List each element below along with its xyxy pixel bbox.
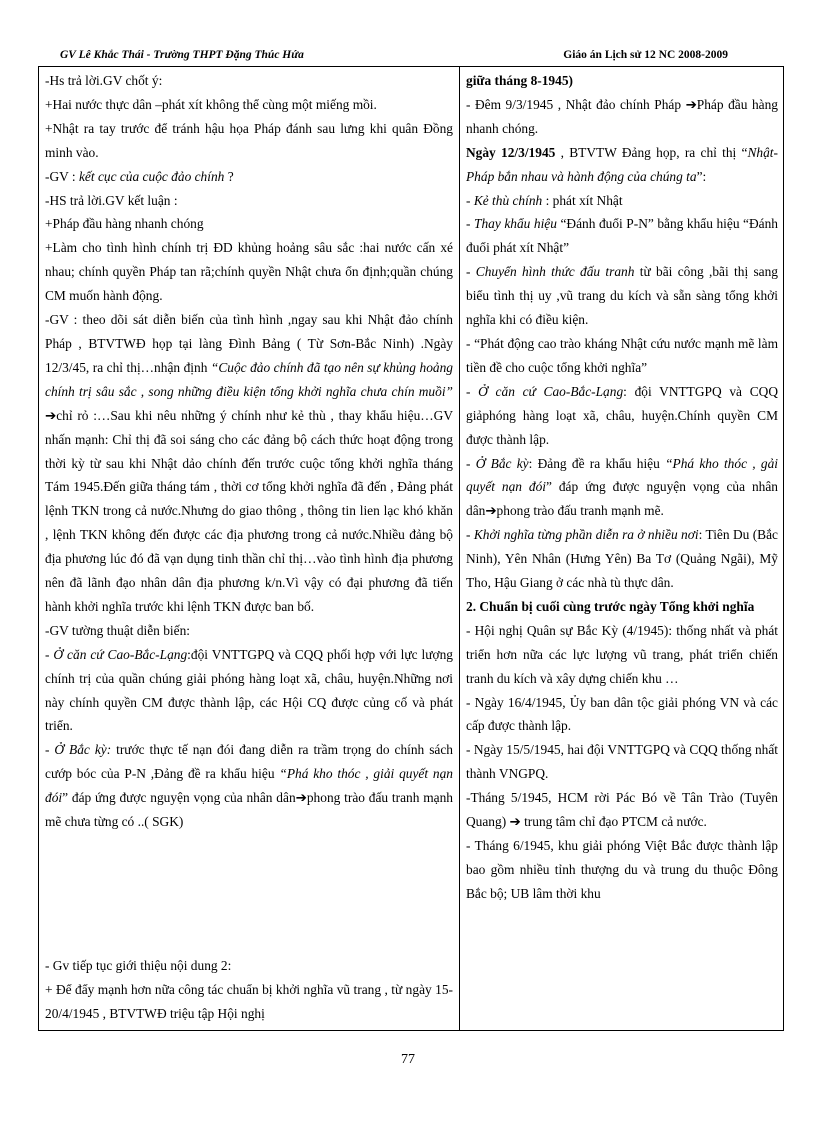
left-para-4-question: kết cục của cuộc đảo chính — [78, 168, 225, 184]
right-para-6-label: Chuyển hình thức đấu tranh — [475, 264, 635, 280]
left-para-7: +Làm cho tình hình chính trị ĐD khủng hoảng sâu sắc :hai nước cấn xé nhau; chính quyền Pháp tan rã;chính quyền Nhật chưa ổn định;quần chúng CM muốn hành động. — [45, 240, 453, 304]
column-divider — [459, 67, 460, 1030]
left-para-4 — [45, 165, 453, 189]
left-para-13: + Để đẩy mạnh hơn nữa công tác chuẩn bị khởi nghĩa vũ trang , từ ngày 15-20/4/1945 , BTVTWĐ triệu tập Hội nghị — [45, 981, 453, 1021]
right-para-3-date: Ngày 12/3/1945 — [466, 144, 556, 160]
header-author: GV Lê Khắc Thái - Trường THPT Đặng Thúc Hứa — [60, 49, 304, 61]
right-para-15: -Tháng 5/1945, HCM rời Pác Bó về Tân Trào (Tuyên Quang) ➔ trung tâm chỉ đạo PTCM cả nước. — [466, 790, 778, 830]
page-number: 77 — [401, 1052, 415, 1067]
right-para-9 — [466, 452, 778, 524]
header-course: Giáo án Lịch sử 12 NC 2008-2009 — [563, 49, 728, 61]
right-para-9-slogan: “Phá kho thóc , gải quyết nạn đói — [466, 455, 778, 495]
right-para-5-dash: - — [466, 216, 474, 232]
right-para-4-rest: : phát xít Nhật — [542, 192, 623, 208]
right-para-8-label: Ở căn cứ Cao-Bắc-Lạng — [478, 383, 624, 399]
right-para-14: - Ngày 15/5/1945, hai đội VNTTGPQ và CQQ thống nhất thành VNGPQ. — [466, 742, 778, 782]
left-para-10-place: Ở căn cứ Cao-Bắc-Lạng — [53, 646, 188, 662]
right-para-2: - Đêm 9/3/1945 , Nhật đảo chính Pháp ➔Pháp đầu hàng nhanh chóng. — [466, 96, 778, 136]
right-para-3-directive: Nhật-Pháp bắn nhau và hành động của chúng ta — [466, 144, 778, 184]
left-para-11 — [45, 738, 453, 834]
left-para-9: -GV tường thuật diễn biến: — [45, 622, 191, 638]
left-para-8-quote: “Cuộc đảo chính đã tạo nên sự khủng hoảng chính trị sâu sắc , song những điều kiện tổng khởi nghĩa chưa chín muồi” — [45, 359, 453, 399]
left-para-8-rest: ➔chỉ rỏ :…Sau khi nêu những ý chính như kẻ thù , thay khẩu hiệu…GV nhấn mạnh: Chỉ thị đã soi sáng cho các đảng bộ cách thức hoạt động trong thời kỳ từ sau khi Nhật dảo chính đến trước cuộc tổng khởi nghĩa tháng Tám 1945.Đến giữa tháng tám , thời cơ tổng khởi nghĩa đã đến , Đảng phát lệnh TKN trong cả nước.Nhưng do giao thông , thông tin lien lạc khó khăn , lệnh TKN không đến được các địa phương trong cả nước.Nhiều đảng bộ địa phương lúc đó đã vạn dụng tinh thần chỉ thị…vào tình hình địa phương nên đã lãnh đạo nhân dân địa phương k/n.Vì vậy có đại phương đã tiến hành khởi nghĩa trước khi lệnh TKN được ban bố. — [45, 407, 453, 614]
right-para-4-label: Kẻ thù chính — [473, 192, 543, 208]
content-column — [466, 69, 778, 906]
page-header — [38, 49, 800, 65]
right-para-7: - “Phát động cao trào kháng Nhật cứu nước mạnh mẽ làm tiền đề cho cuộc tổng khởi nghĩa” — [466, 335, 778, 375]
left-para-4-text: -GV : — [45, 168, 79, 184]
right-para-10-dash: - — [466, 527, 474, 543]
right-para-10-rest: : Tiên Du (Bắc Ninh), Yên Nhân (Hưng Yên) Ba Tơ (Quảng Ngãi), Mỹ Tho, Hậu Giang ở các nhà tù thực dân. — [466, 527, 778, 591]
left-para-10-rest: :đội VNTTGPQ và CQQ phối hợp với lực lượng chính trị của quần chúng giải phóng hàng loạt xã, châu, huyện.Những nơi này chính quyền CM được thành lập, các Hội CQ được củng cố và phát triển. — [45, 646, 453, 734]
right-para-6-dash: - — [466, 264, 476, 280]
left-para-6: +Pháp đầu hàng nhanh chóng — [45, 216, 204, 232]
left-para-4-end: ? — [224, 168, 234, 184]
two-column-table — [38, 66, 784, 1031]
right-para-10 — [466, 523, 778, 595]
right-para-5 — [466, 212, 778, 260]
right-para-9-text: : Đảng đề ra khẩu hiệu — [528, 455, 666, 471]
left-para-8-text: -GV : theo dõi sát diễn biến của tình hình ,ngay sau khi Nhật đảo chính Pháp , BTVTWĐ họp tại làng Đình Bảng ( Từ Sơn-Bắc Ninh) .Ngày 12/3/45, ra chỉ thị…nhận định — [45, 312, 453, 375]
left-para-11-place: Ở Bắc kỳ: — [54, 742, 112, 758]
left-para-11-dash: - — [45, 742, 55, 758]
teacher-activities-column — [45, 69, 453, 1026]
left-para-2: +Hai nước thực dân –phát xít không thể cùng một miếng mồi. — [45, 96, 377, 112]
right-para-6-rest: từ bãi công ,bãi thị sang biểu tình thị uy ,vũ trang du kích và sẵn sàng tổng khởi nghĩa khi có điều kiện. — [466, 264, 779, 328]
left-para-11-text: trước thực tế nạn đói đang diễn ra trầm trọng do chính sách cướp bóc của P-N ,Đảng đề ra khẩu hiệu — [45, 742, 453, 782]
right-para-9-label: - Ở Bắc kỳ — [466, 455, 529, 471]
left-spacer — [45, 834, 453, 954]
right-para-8 — [466, 380, 778, 452]
left-para-5: -HS trả lời.GV kết luận : — [45, 192, 178, 208]
right-para-5-rest: “Đánh đuổi P-N” bằng khẩu hiệu “Đánh đuổi phát xít Nhật” — [466, 216, 778, 256]
left-para-8 — [45, 308, 453, 619]
right-para-16: - Tháng 6/1945, khu giải phóng Việt Bắc được thành lập bao gồm nhiều tỉnh thượng du và trung du thuộc Đông Bắc bộ; UB lâm thời khu — [466, 838, 778, 901]
right-para-10-label: Khởi nghĩa từng phần diễn ra ở nhiều nơi — [473, 527, 699, 543]
section-heading-2: 2. Chuẩn bị cuối cùng trước ngày Tổng khởi nghĩa — [466, 598, 755, 614]
right-para-3 — [466, 141, 778, 189]
right-para-4 — [466, 189, 778, 213]
left-para-1: -Hs trả lời.GV chốt ý: — [45, 73, 163, 88]
left-para-12: - Gv tiếp tục giới thiệu nội dung 2: — [45, 958, 232, 973]
right-para-3-text: , BTVTW Đảng họp, ra chỉ thị “ — [555, 144, 748, 160]
right-para-5-label: Thay khẩu hiệu — [474, 216, 557, 232]
left-para-10 — [45, 643, 453, 739]
left-para-10-dash: - — [45, 646, 54, 662]
right-para-6 — [466, 260, 778, 332]
right-para-8-dash: - — [466, 383, 479, 399]
right-para-1: giữa tháng 8-1945) — [466, 73, 573, 88]
right-para-4-dash: - — [466, 192, 474, 208]
right-para-3-end: ”: — [696, 168, 707, 184]
right-para-9-rest: ” đáp ứng được nguyện vọng của nhân dân➔phong trào đấu tranh mạnh mẽ. — [466, 479, 779, 519]
left-para-3: +Nhật ra tay trước để tránh hậu họa Pháp đánh sau lưng khi quân Đồng minh vào. — [45, 120, 453, 160]
right-para-8-rest: : đội VNTTGPQ và CQQ giảphóng hàng loạt xã, châu, huyện.Chính quyền CM được thành lập. — [466, 383, 778, 447]
left-para-11-slogan: “Phá kho thóc , giải quyết nạn đói — [45, 766, 453, 806]
right-para-13: - Ngày 16/4/1945, Ủy ban dân tộc giải phóng VN và các cấp được thành lập. — [466, 694, 778, 734]
right-para-12: - Hội nghị Quân sự Bắc Kỳ (4/1945): thống nhất và phát triển hơn nữa các lực lượng vũ trang, phát triển chiến tranh du kích và xây dựng chiến khu … — [466, 622, 778, 686]
left-para-11-rest: ” đáp ứng được nguyện vọng của nhân dân➔phong trào đấu tranh mạnh mẽ chưa từng có ..( SGK) — [45, 790, 453, 830]
